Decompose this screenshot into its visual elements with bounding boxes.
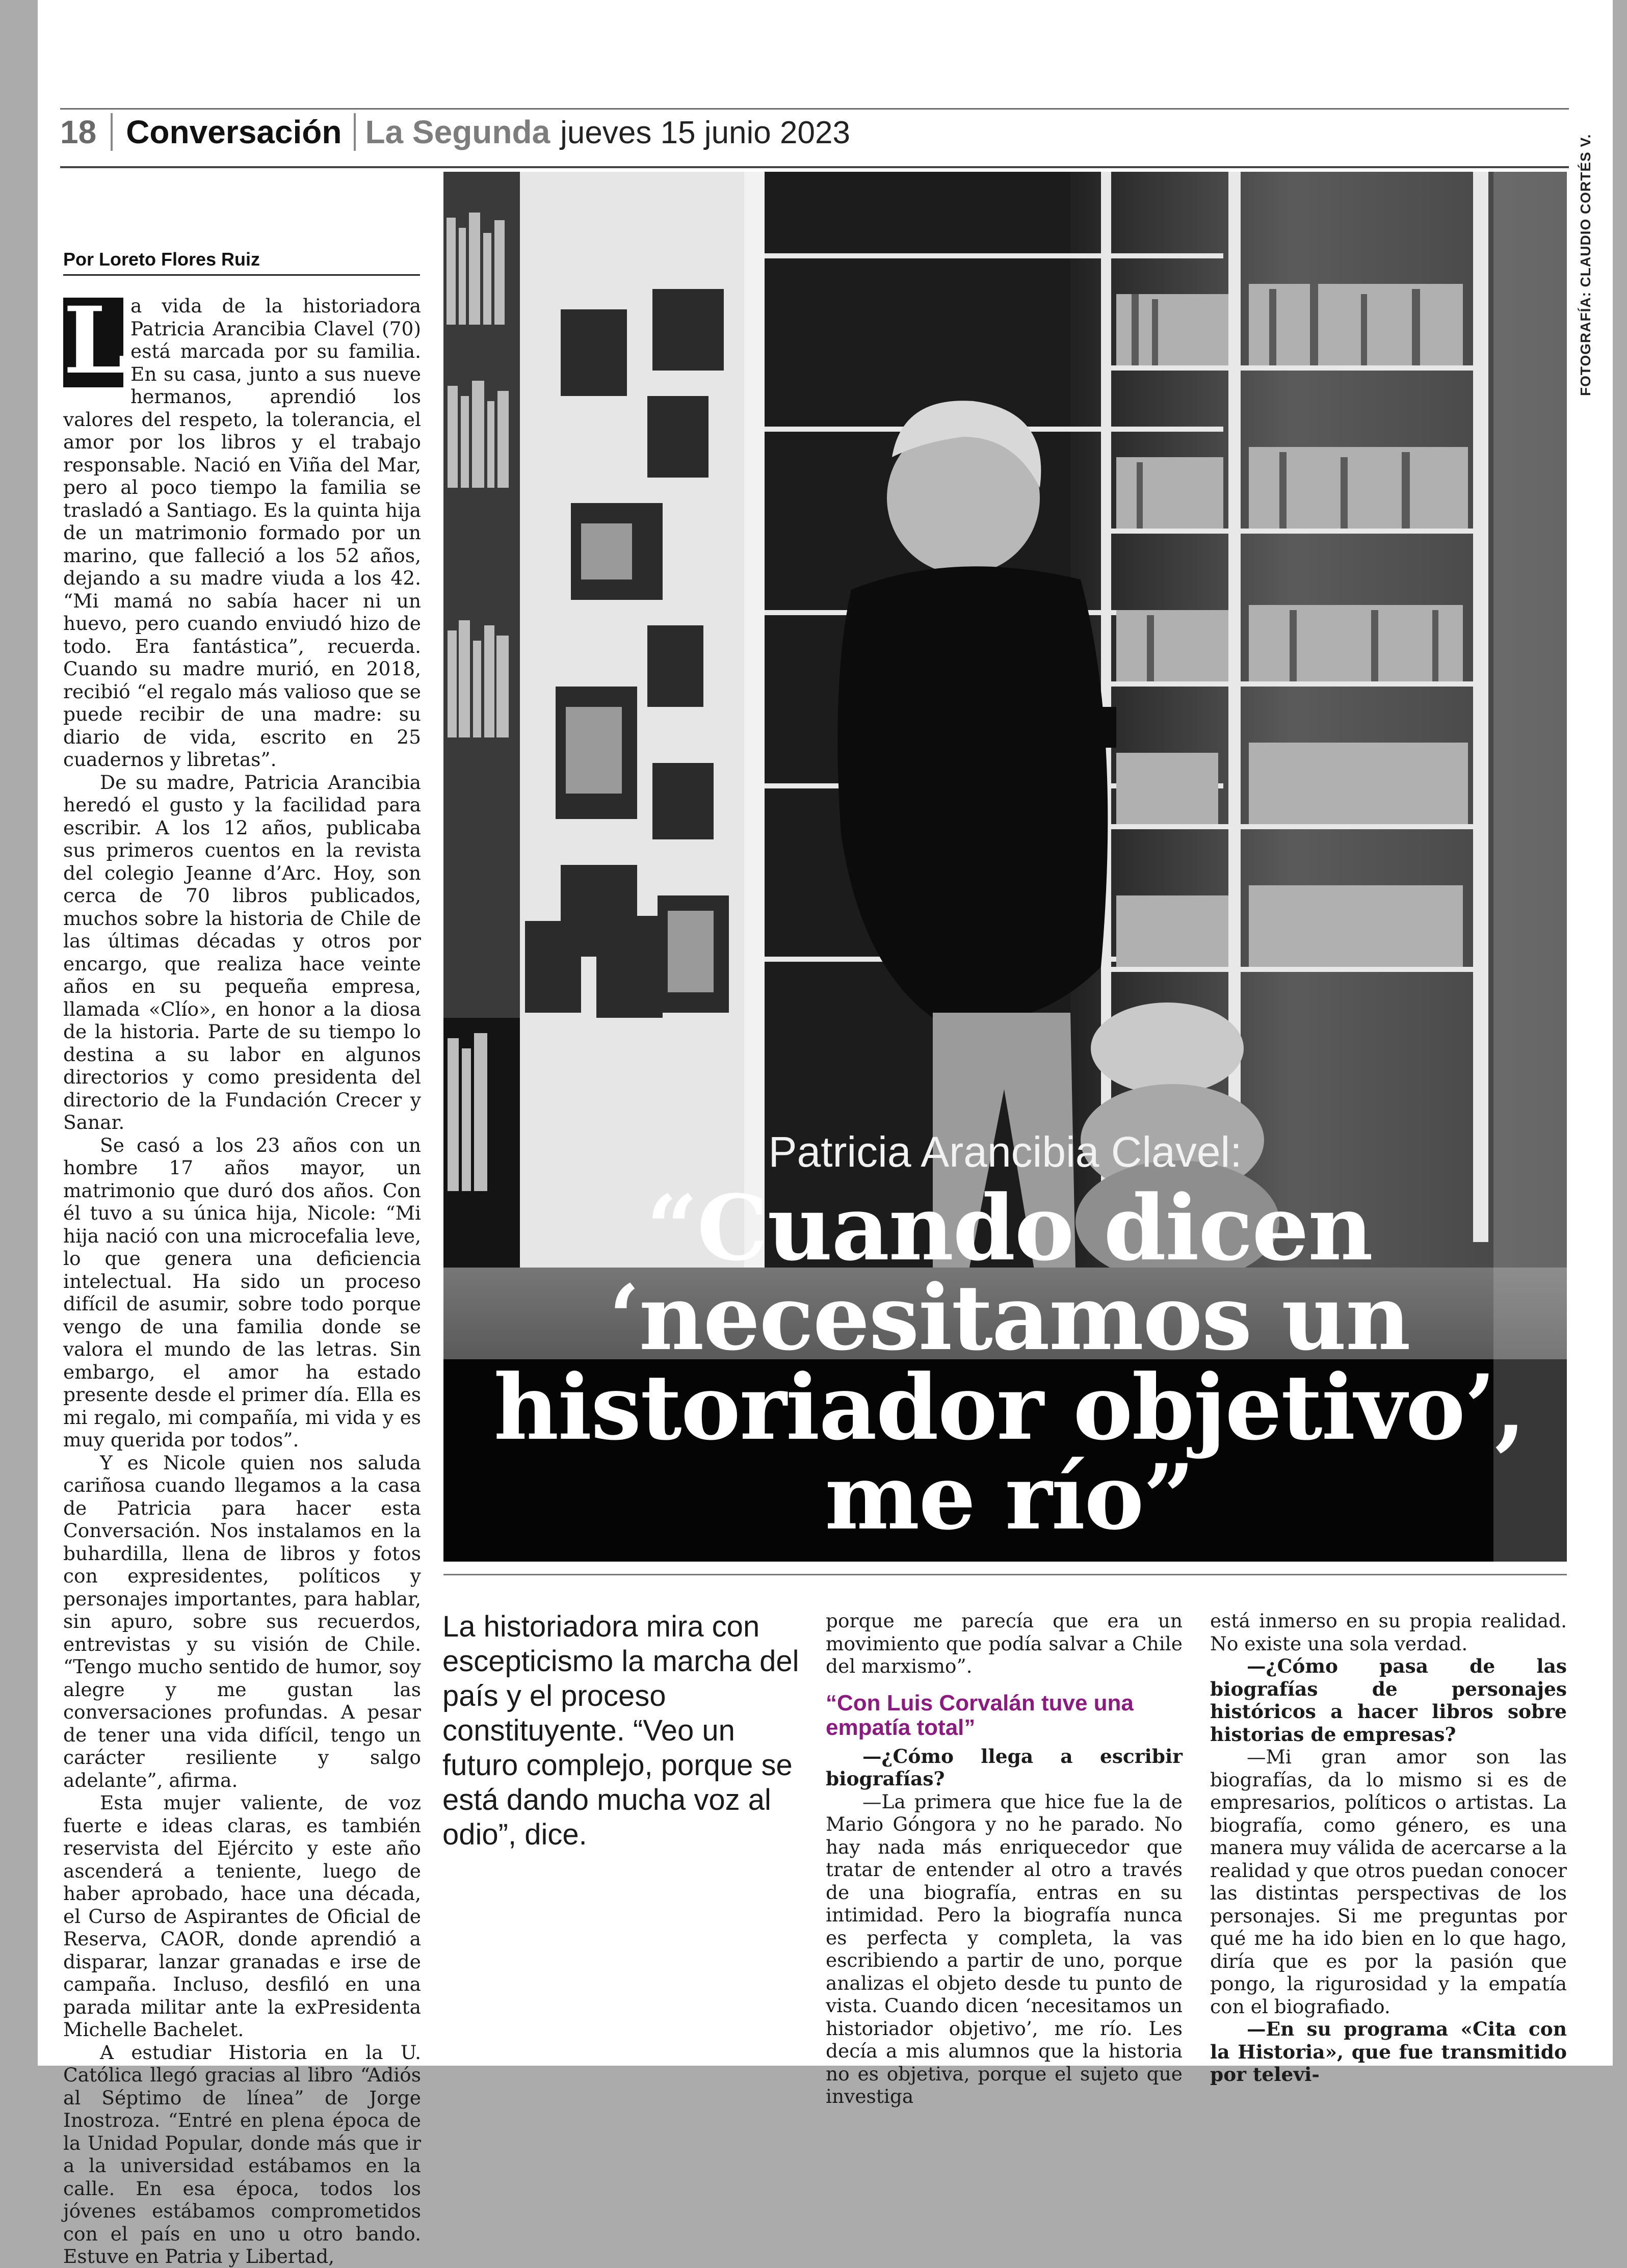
header-bottom-rule xyxy=(60,166,1569,168)
headline: “Cuando dicen ‘necesitamos un historiador objetivo’, me río” xyxy=(493,1175,1525,1550)
body-paragraph: A estudiar Historia en la U. Católica llegó gracias al libro “Adiós al Séptimo de línea” de Jorge Inostroza. “Entré en plena época de la Unidad Popular, donde más que ir a la universidad estábamos en la calle. En esa época, todos los jóvenes estábamos comprometidos con el país en uno u otro bando. Estuve en Patria y Libertad, xyxy=(63,2041,421,2267)
body-paragraph: De su madre, Patricia Arancibia heredó el gusto y la facilidad para escribir. A los 12 años, publicaba sus primeros cuentos en la revista del colegio Jeanne d’Arc. Hoy, son cerca de 70 libros publicados, muchos sobre la historia de Chile de las últimas décadas y otros por encargo, que realiza hace veinte años en su pequeña empresa, llamada «Clío», en honor a la diosa de la historia. Parte de su tiempo lo destina a su labor en algunos directorios y como presidenta del directorio de la Fundación Crecer y Sanar. xyxy=(63,771,421,1133)
issue-date: jueves 15 junio 2023 xyxy=(560,115,850,150)
byline: Por Loreto Flores Ruiz xyxy=(63,249,260,270)
interview-answer: —La primera que hice fue la de Mario Góngora y no he parado. No hay nada más enriquecedor que tratar de entender al otro a través de una biografía, entras en su intimidad. Pero la biografía nunca es perfecta y completa, la vas escribiendo a partir de uno, porque analizas el objeto desde tu punto de vista. Cuando dicen ‘necesitamos un historiador objetivo’, me río. Les decía a mis alumnos que la historia no es objetiva, porque el sujeto que investiga xyxy=(826,1790,1183,2107)
body-paragraph: Se casó a los 23 años con un hombre 17 años mayor, un matrimonio que duró dos años. Con él tuvo a su única hija, Nicole: “Mi hija nació con una microcefalia leve, lo que genera una deficiencia intelectual. Ha sido un proceso difícil de asumir, sobre todo porque vengo de una familia donde se valora el mundo de las letras. Sin embargo, el amor ha estado presente desde el primer día. Ella es mi regalo, mi compañía, mi vida y es muy querida por todos”. xyxy=(63,1133,421,1451)
page-header xyxy=(60,113,850,159)
body-paragraph: está inmerso en su propia realidad. No existe una sola verdad. xyxy=(1210,1610,1567,1655)
photo-credit xyxy=(1567,134,1603,406)
article-column-3 xyxy=(826,1610,1183,2108)
section-name: Conversación xyxy=(111,113,342,151)
drop-cap: L xyxy=(63,287,128,394)
photo-bottom-rule xyxy=(443,1574,1567,1575)
body-paragraph: porque me parecía que era un movimiento que podía salvar a Chile del marxismo”. xyxy=(826,1610,1183,1677)
header-top-rule xyxy=(60,108,1569,110)
interview-question: —En su programa «Cita con la Historia», que fue transmitido por televi- xyxy=(1210,2018,1567,2086)
subheading: “Con Luis Corvalán tuve una empatía total” xyxy=(826,1690,1134,1740)
page-number: 18 xyxy=(60,114,97,150)
photo-credit-text: FOTOGRAFÍA: CLAUDIO CORTÉS V. xyxy=(1578,134,1593,396)
interview-answer: —Mi gran amor son las biografías, da lo mismo si es de empresarios, políticos o artistas. La biografía, como género, es una manera muy válida de acercarse a la realidad y que otros puedan conocer las distintas perspectivas de los personajes. Si me preguntas por qué me ha ido bien en lo que hago, diría que es por la pasión que pongo, la rigurosidad y la empatía con el biografiado. xyxy=(1210,1746,1567,2018)
interview-question: —¿Cómo llega a escribir biografías? xyxy=(826,1745,1183,1790)
body-paragraph: a vida de la historiadora Patricia Arancibia Clavel (70) está marcada por su familia. En su casa, junto a sus nueve hermanos, aprendió los valores del respeto, la tolerancia, el amor por los libros y el trabajo responsable. Nació en Viña del Mar, pero al poco tiempo la familia se trasladó a Santiago. Es la quinta hija de un matrimonio formado por un marino, que falleció a los 52 años, dejando a su madre viuda a los 42. “Mi mamá no sabía hacer ni un huevo, pero cuando enviudó hizo de todo. Era fantástica”, recuerda. Cuando su madre murió, en 2018, recibió “el regalo más valioso que se puede recibir de una madre: su diario de vida, escrito en 25 cuadernos y libretas”. xyxy=(63,295,421,771)
standfirst: La historiadora mira con escepticismo la marcha del país y el proceso constituyente. “Veo un futuro complejo, porque se está dando mucha voz al odio”, dice. xyxy=(442,1610,799,1851)
article-column-1 xyxy=(63,287,421,2268)
interview-question: —¿Cómo pasa de las biografías de personajes históricos a hacer libros sobre historias de empresas? xyxy=(1210,1655,1567,1746)
body-paragraph: Esta mujer valiente, de voz fuerte e ideas claras, es también reservista del Ejército y este año ascenderá a teniente, luego de haber aprobado, hace una década, el Curso de Aspirantes de Oficial de Reserva, CAOR, donde aprendió a disparar, lanzar granadas e irse de campaña. Incluso, desfiló en una parada militar ante la exPresidenta Michelle Bachelet. xyxy=(63,1791,421,2041)
body-paragraph: Y es Nicole quien nos saluda cariñosa cuando llegamos a la casa de Patricia para hacer esta Conversación. Nos instalamos en la buhardilla, llena de libros y fotos con expresidentes, políticos y personajes importantes, para hablar, sin apuro, sobre sus recuerdos, entrevistas y su visión de Chile. “Tengo mucho sentido de humor, soy alegre y me gustan las conversaciones profundas. A pesar de tener una vida difícil, tengo un carácter resiliente y salgo adelante”, afirma. xyxy=(63,1451,421,1791)
byline-rule xyxy=(63,274,420,276)
headline-kicker: Patricia Arancibia Clavel: xyxy=(768,1128,1242,1176)
article-column-4 xyxy=(1210,1610,1567,2086)
newspaper-name: La Segunda xyxy=(354,113,550,151)
